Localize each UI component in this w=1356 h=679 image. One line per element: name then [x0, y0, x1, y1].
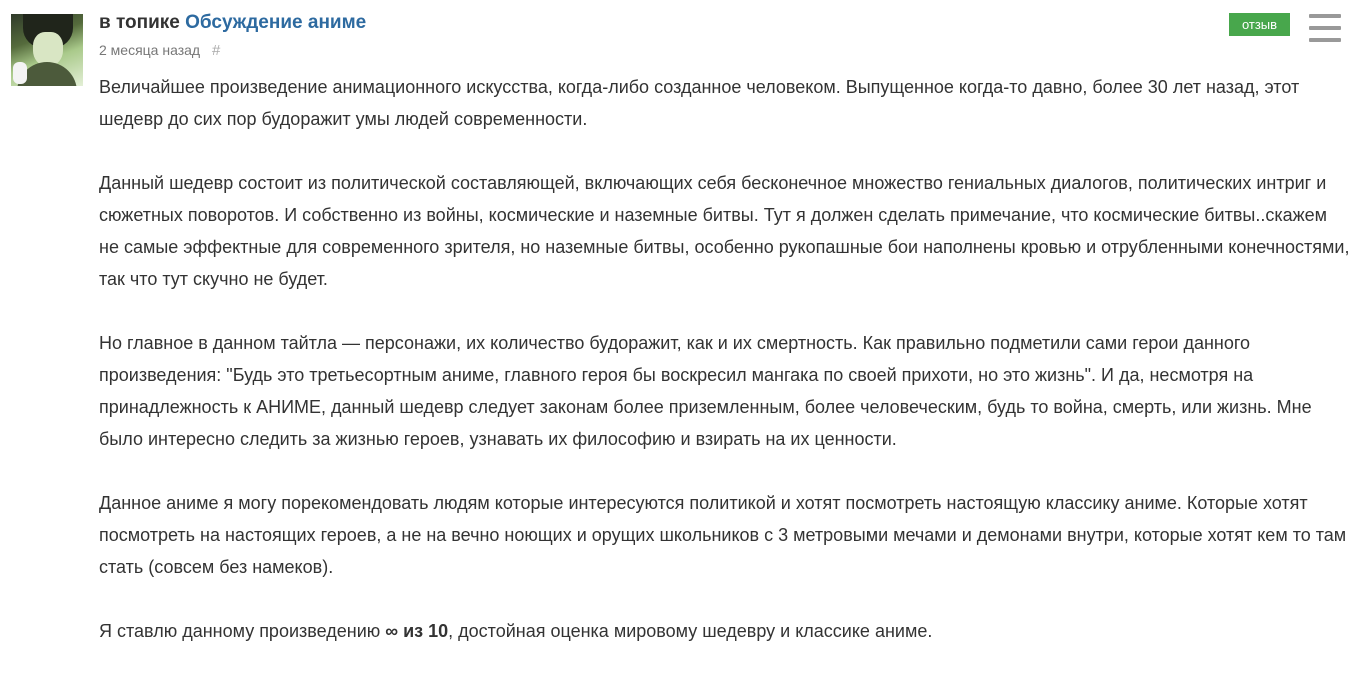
permalink-hash[interactable]: #	[212, 42, 221, 59]
rating-value: ∞ из 10	[385, 621, 449, 641]
review-paragraph: Данный шедевр состоит из политической составляющей, включающих себя бесконечное множество гениальных диалогов, политических интриг и сюжетных поворотов. И собственно из войны, космические и наземные битвы. Тут я должен сделать примечание, что космические битвы..скажем не самые эффектные для современного зрителя, но наземные битвы, особенно рукопашные бои наполнены кровью и отрубленными конечностями, так что тут скучно не будет.	[99, 173, 1350, 289]
topic-prefix: в топике	[99, 12, 180, 33]
user-avatar[interactable]	[11, 14, 83, 86]
review-paragraph: Данное аниме я могу порекомендовать людям которые интересуются политикой и хотят посмотреть настоящую классику аниме. Которые хотят посмотреть на настоящих героев, а не на вечно ноющих и орущих школьников с 3 метровыми мечами и демонами внутри, которые хотят кем то там стать (совсем без намеков).	[99, 493, 1347, 577]
timestamp-row	[99, 42, 220, 59]
menu-bar	[1309, 38, 1341, 42]
review-rating-paragraph	[99, 615, 1351, 647]
hamburger-menu-icon[interactable]	[1309, 14, 1341, 42]
review-paragraph: Величайшее произведение анимационного искусства, когда-либо созданное человеком. Выпущенное когда-то давно, более 30 лет назад, этот шедевр до сих пор будоражит умы людей современности.	[99, 77, 1300, 129]
avatar-mask	[13, 62, 27, 84]
topic-line	[99, 12, 366, 34]
avatar-face	[33, 32, 63, 66]
topic-link[interactable]: Обсуждение аниме	[185, 12, 367, 33]
rating-suffix: , достойная оценка мировому шедевру и классике аниме.	[448, 621, 933, 641]
review-paragraph: Но главное в данном тайтла — персонажи, их количество будоражит, как и их смертность. Как правильно подметили сами герои данного произведения: "Будь это третьесортным аниме, главного героя бы воскресил мангака по своей прихоти, но это жизнь". И да, несмотря на принадлежность к АНИМЕ, данный шедевр следует законам более приземленным, более человеческим, будь то война, смерть, или жизнь. Мне было интересно следить за жизнью героев, узнавать их философию и взирать на их ценности.	[99, 333, 1312, 449]
rating-prefix: Я ставлю данному произведению	[99, 621, 386, 641]
review-body	[99, 71, 1351, 679]
timestamp[interactable]: 2 месяца назад	[99, 42, 201, 58]
review-badge: отзыв	[1229, 13, 1290, 36]
menu-bar	[1309, 26, 1341, 30]
menu-bar	[1309, 14, 1341, 18]
